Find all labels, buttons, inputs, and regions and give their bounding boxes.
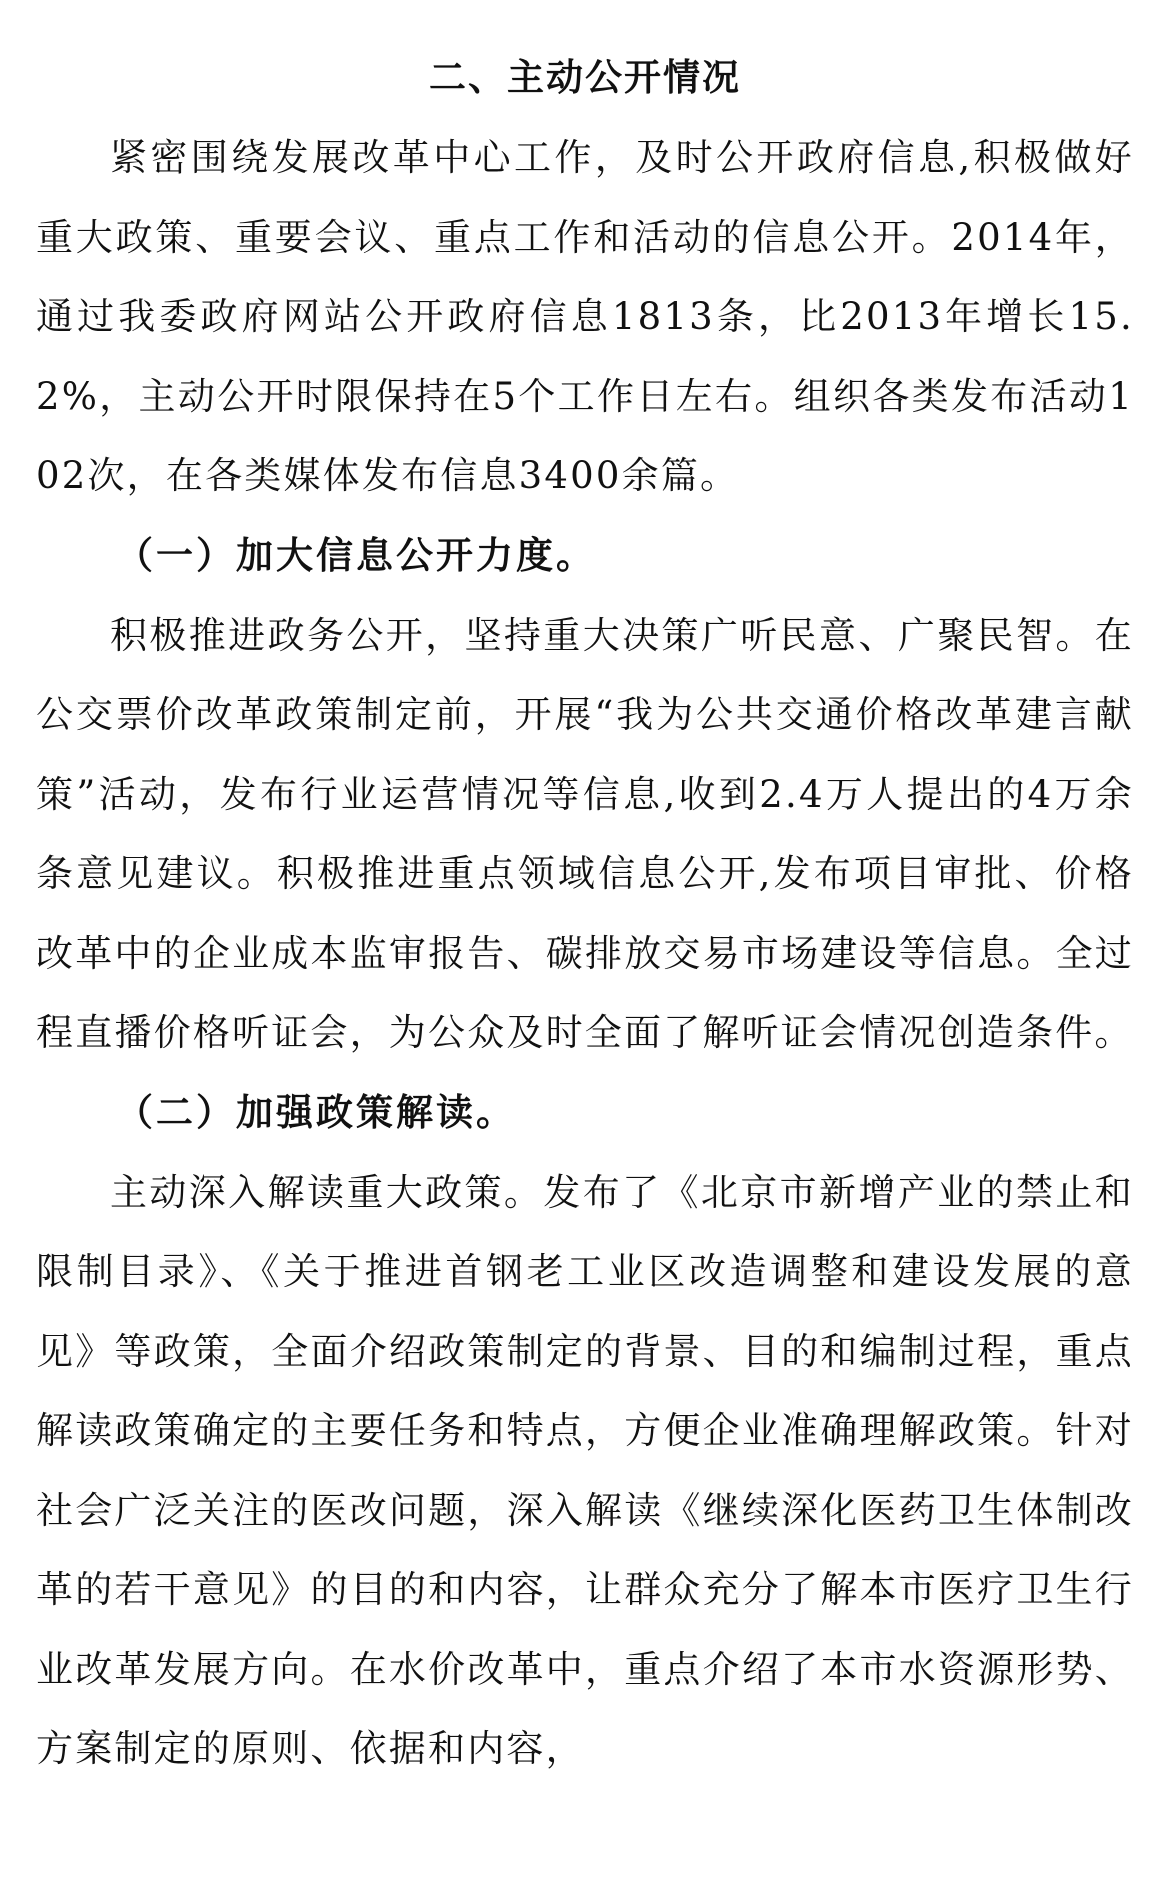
section-title: 二、主动公开情况 [429,56,741,99]
subsection-2-paragraph: 主动深入解读重大政策。发布了《北京市新增产业的禁止和限制目录》、《关于推进首钢老工业区改造调整和建设发展的意见》等政策，全面介绍政策制定的背景、目的和编制过程，重点解读政策确定的主要任务和特点，方便企业准确理解政策。针对社会广泛关注的医改问题，深入解读《继续深化医药卫生体制改革的若干意见》的目的和内容，让群众充分了解本市医疗卫生行业改革发展方向。在水价改革中，重点介绍了本市水资源形势、方案制定的原则、依据和内容， [36,1170,1134,1770]
subsection-2-heading: （二）加强政策解读。 [116,1090,516,1134]
subsection-1-heading: （一）加大信息公开力度。 [116,533,596,577]
intro-paragraph: 紧密围绕发展改革中心工作，及时公开政府信息,积极做好重大政策、重要会议、重点工作和活动的信息公开。2014年，通过我委政府网站公开政府信息1813条，比2013年增长15.2%，主动公开时限保持在5个工作日左右。组织各类发布活动102次，在各类媒体发布信息3400余篇。 [36,136,1134,497]
subsection-1-paragraph: 积极推进政务公开，坚持重大决策广听民意、广聚民智。在公交票价改革政策制定前，开展“我为公共交通价格改革建言献策”活动，发布行业运营情况等信息,收到2.4万人提出的4万余条意见建议。积极推进重点领域信息公开,发布项目审批、价格改革中的企业成本监审报告、碳排放交易市场建设等信息。全过程直播价格听证会，为公众及时全面了解听证会情况创造条件。 [36,613,1134,1054]
document-page [36,38,1134,1789]
